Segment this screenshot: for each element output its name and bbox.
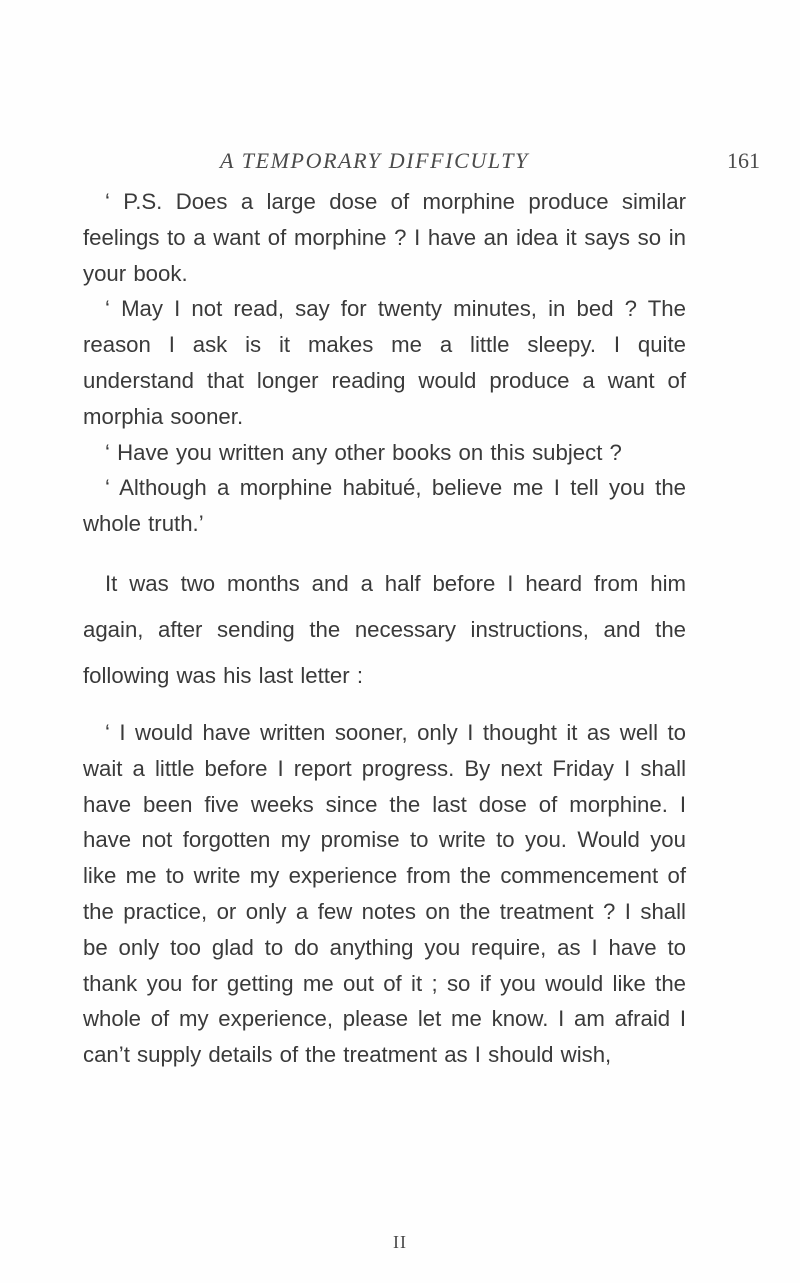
running-title: A TEMPORARY DIFFICULTY <box>220 148 529 173</box>
body-text <box>83 184 686 1073</box>
paragraph: ‘ Although a morphine habitué, believe me I tell you the whole truth.’ <box>83 475 686 537</box>
paragraph: ‘ Have you written any other books on this subject ? <box>105 439 622 465</box>
paragraph: ‘ May I not read, say for twenty minutes, in bed ? The reason I ask is it makes me a little sleepy. I quite understand that longer reading would produce a want of morphia sooner. <box>83 296 686 429</box>
signature-mark: II <box>393 1232 407 1252</box>
paragraph: ‘ I would have written sooner, only I thought it as well to wait a little before I report progress. By next Friday I shall have been five weeks since the last dose of morphine. I have not forgotten my promise to write to you. Would you like me to write my experience from the commencement of the practice, or only a few notes on the treatment ? I shall be only too glad to do anything you require, as I have to thank you for getting me out of it ; so if you would like the whole of my experience, please let me know. I am afraid I can’t supply details of the treatment as I should wish, <box>83 719 686 1068</box>
paragraph: It was two months and a half before I heard from him again, after sending the necessary instructions, and the following was his last letter : <box>83 570 686 688</box>
page-number: 161 <box>727 148 760 173</box>
paragraph: ‘ P.S. Does a large dose of morphine produce similar feelings to a want of morphine ? I have an idea it says so in your book. <box>83 189 686 286</box>
page-header <box>80 148 760 178</box>
